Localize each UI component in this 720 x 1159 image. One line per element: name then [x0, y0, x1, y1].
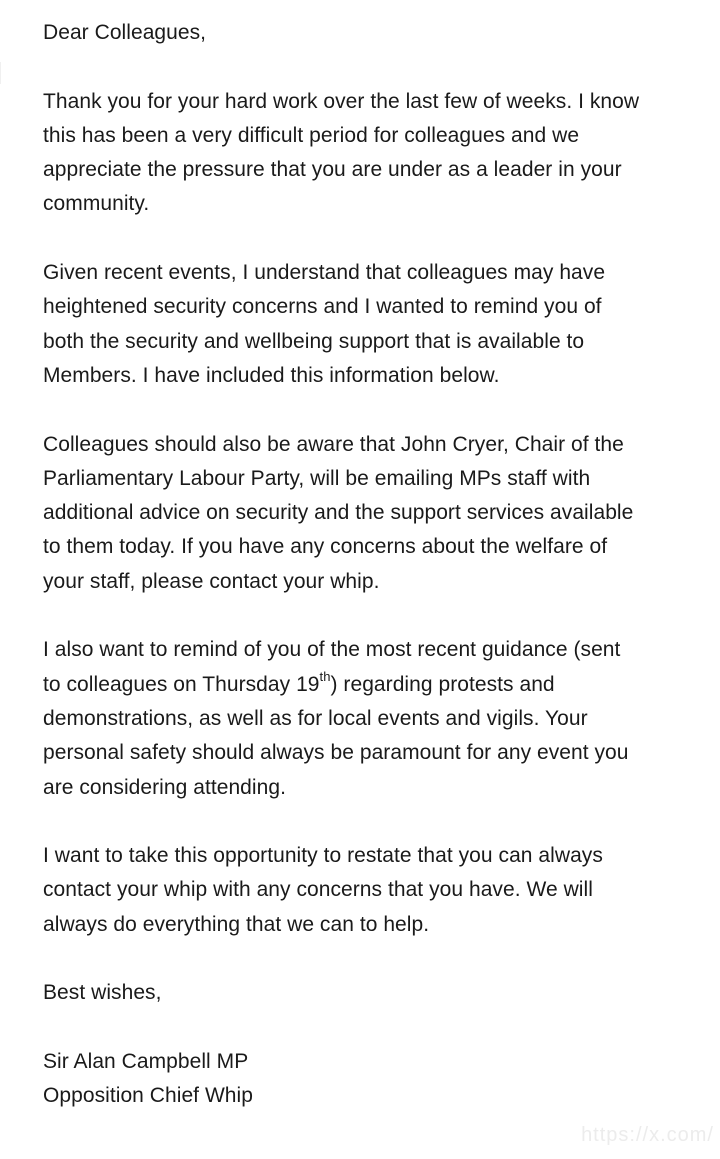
line-text: to colleagues on Thursday 19 [43, 672, 320, 696]
paragraph-1 [43, 85, 703, 222]
paragraph-line: Given recent events, I understand that colleagues may have [43, 261, 606, 285]
paragraph-2 [43, 256, 703, 393]
paragraph-3 [43, 428, 703, 599]
paragraph-line: Colleagues should also be aware that John Cryer, Chair of the [43, 432, 624, 456]
paragraph-line: appreciate the pressure that you are under as a leader in your [43, 158, 622, 182]
paragraph-gap [43, 50, 703, 84]
paragraph-line: this has been a very difficult period for colleagues and we [43, 123, 580, 147]
edge-mark [0, 62, 7, 84]
paragraph-line: I also want to remind of you of the most recent guidance (sent [43, 638, 621, 662]
paragraph-line: Parliamentary Labour Party, will be emailing MPs staff with [43, 466, 591, 490]
paragraph-gap [43, 1011, 703, 1045]
paragraph-5 [43, 839, 703, 942]
paragraph-line: always do everything that we can to help. [43, 912, 430, 936]
salutation: Dear Colleagues, [43, 21, 207, 44]
paragraph-line: to them today. If you have any concerns about the welfare of [43, 535, 608, 559]
paragraph-line: are considering attending. [43, 775, 286, 799]
paragraph-4 [43, 633, 703, 804]
paragraph-line: I want to take this opportunity to restate that you can always [43, 844, 603, 868]
paragraph-gap [43, 222, 703, 256]
paragraph-line: personal safety should always be paramount for any event you [43, 741, 629, 765]
paragraph-line: heightened security concerns and I wanted to remind you of [43, 295, 602, 319]
paragraph-line: contact your whip with any concerns that you have. We will [43, 878, 593, 902]
watermark: https://x.com/ [581, 1124, 714, 1146]
paragraph-line [43, 668, 703, 702]
letter-body [43, 16, 703, 1114]
paragraph-line: demonstrations, as well as for local events and vigils. Your [43, 706, 588, 730]
line-text: ) regarding protests and [330, 672, 555, 696]
paragraph-line: Thank you for your hard work over the last few of weeks. I know [43, 89, 640, 113]
paragraph-line: community. [43, 192, 150, 216]
closing: Best wishes, [43, 981, 162, 1005]
signature-name: Sir Alan Campbell MP [43, 1049, 249, 1073]
paragraph-gap [43, 599, 703, 633]
paragraph-gap [43, 942, 703, 976]
ordinal-suffix: th [319, 668, 331, 684]
paragraph-line: additional advice on security and the support services available [43, 501, 634, 525]
paragraph-line: Members. I have included this information below. [43, 363, 500, 387]
signature-title: Opposition Chief Whip [43, 1084, 253, 1108]
paragraph-gap [43, 393, 703, 427]
paragraph-gap [43, 805, 703, 839]
paragraph-line: both the security and wellbeing support that is available to [43, 329, 585, 353]
paragraph-line: your staff, please contact your whip. [43, 569, 380, 593]
